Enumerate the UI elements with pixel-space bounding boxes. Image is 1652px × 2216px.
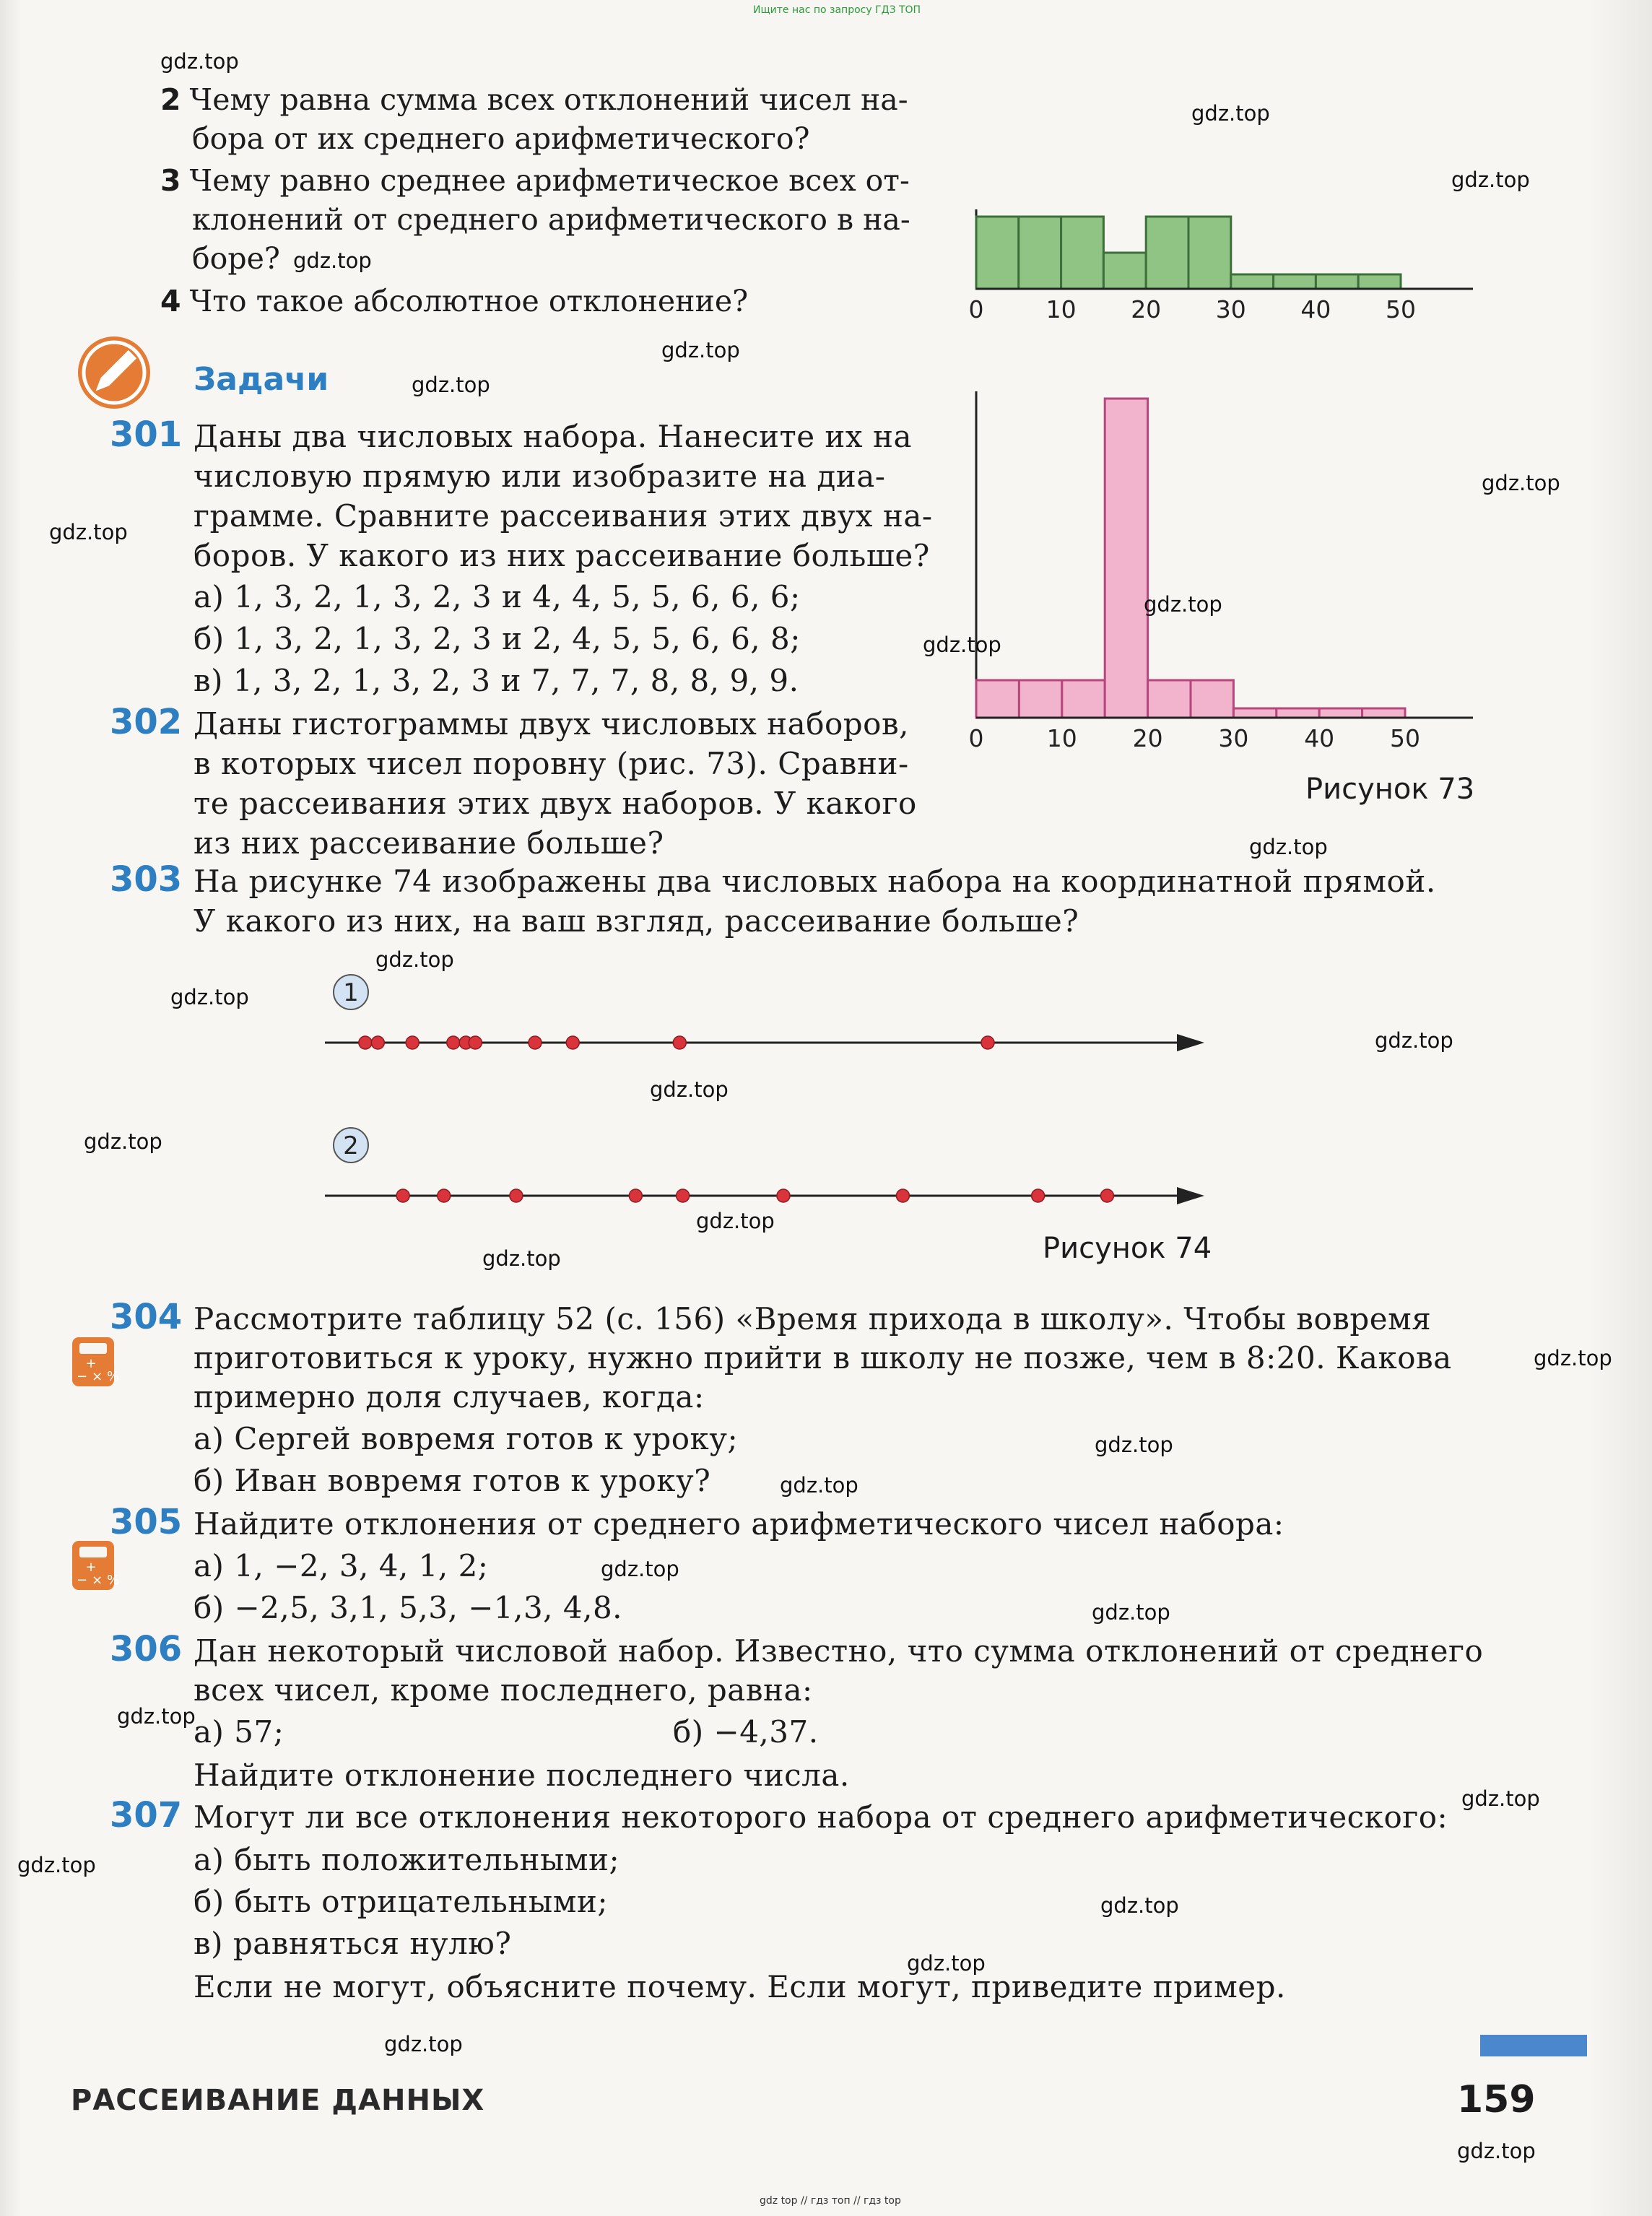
- set-label: 1: [343, 978, 359, 1007]
- task-304-line-1: Рассмотрите таблицу 52 (с. 156) «Время прихода в школу». Чтобы вовремя: [194, 1301, 1432, 1337]
- task-306-tail: Найдите отклонение последнего числа.: [194, 1757, 850, 1793]
- watermark: gdz.top: [601, 1557, 679, 1581]
- watermark: gdz.top: [1100, 1893, 1179, 1918]
- histogram-bar: [1233, 708, 1276, 718]
- data-point: [777, 1189, 790, 1202]
- histogram-bar: [1231, 274, 1274, 289]
- task-303-line-1: На рисунке 74 изображены два числовых набора на координатной прямой.: [194, 864, 1436, 899]
- task-302-line-4: из них рассеивание больше?: [194, 825, 664, 861]
- task-306-line-2: всех чисел, кроме последнего, равна:: [194, 1672, 813, 1708]
- task-304-item-a: а) Сергей вовремя готов к уроку;: [194, 1421, 739, 1456]
- watermark: gdz.top: [1461, 1786, 1540, 1811]
- task-303-line-2: У какого из них, на ваш взгляд, рассеивание больше?: [194, 903, 1079, 939]
- data-point: [981, 1036, 994, 1049]
- watermark: gdz.top: [117, 1704, 196, 1729]
- task-301-item-b: б) 1, 3, 2, 1, 3, 2, 3 и 2, 4, 5, 5, 6, 6, 8;: [194, 621, 801, 656]
- histogram-bar: [1019, 217, 1061, 289]
- task-307-item-a: а) быть положительными;: [194, 1842, 620, 1877]
- task-301-item-c: в) 1, 3, 2, 1, 3, 2, 3 и 7, 7, 7, 8, 8, 9, 9.: [194, 663, 799, 698]
- histogram-bar: [1062, 680, 1105, 718]
- data-point: [469, 1036, 482, 1049]
- footer-section-title: РАССЕИВАНИЕ ДАННЫХ: [71, 2084, 485, 2117]
- task-302-number: 302: [110, 702, 183, 742]
- watermark: gdz.top: [1457, 2139, 1536, 2163]
- watermark: gdz.top: [696, 1209, 775, 1233]
- figure-74-caption: Рисунок 74: [1043, 1232, 1212, 1265]
- question-number: 4: [160, 284, 181, 318]
- task-301-line-2: числовую прямую или изобразите на диа-: [194, 459, 886, 494]
- histogram-bar: [1274, 274, 1316, 289]
- watermark: gdz.top: [780, 1473, 858, 1498]
- question-2-line-2: бора от их среднего арифметического?: [192, 121, 810, 156]
- watermark: gdz.top: [1191, 101, 1270, 126]
- bottom-banner: gdz top // гдз топ // гдз top: [760, 2195, 901, 2207]
- histogram-bar: [1319, 708, 1362, 718]
- data-point: [529, 1036, 542, 1049]
- x-tick-label: 10: [1045, 295, 1077, 323]
- calculator-icon: +−×%: [72, 1337, 114, 1386]
- x-tick-label: 30: [1215, 295, 1246, 323]
- question-3: 3 Чему равно среднее арифметическое всех от-: [160, 163, 910, 198]
- arrow-head: [1177, 1034, 1204, 1051]
- data-point: [629, 1189, 642, 1202]
- watermark: gdz.top: [1375, 1028, 1453, 1053]
- data-point: [673, 1036, 686, 1049]
- task-301-line-3: грамме. Сравните рассеивания этих двух на-: [194, 498, 933, 534]
- histogram-bar: [1103, 253, 1146, 289]
- watermark: gdz.top: [17, 1853, 96, 1877]
- watermark: gdz.top: [482, 1246, 561, 1271]
- task-305-line-1: Найдите отклонения от среднего арифметического чисел набора:: [194, 1506, 1284, 1542]
- task-302-line-1: Даны гистограммы двух числовых наборов,: [194, 706, 909, 742]
- footer-accent-bar: [1480, 2035, 1587, 2056]
- watermark: gdz.top: [49, 520, 128, 544]
- watermark: gdz.top: [661, 338, 740, 362]
- histogram-bar: [1061, 217, 1104, 289]
- watermark: gdz.top: [1451, 168, 1530, 192]
- task-305-item-a: а) 1, −2, 3, 4, 1, 2;: [194, 1548, 489, 1583]
- histogram-bar: [1362, 708, 1405, 718]
- watermark: gdz.top: [650, 1077, 729, 1102]
- question-2: 2 Чему равна сумма всех отклонений чисел на-: [160, 82, 908, 117]
- watermark: gdz.top: [384, 2032, 463, 2056]
- x-tick-label: 10: [1046, 724, 1077, 752]
- task-301-line-4: боров. У какого из них рассеивание больше?: [194, 538, 930, 573]
- histogram-bar: [976, 217, 1019, 289]
- x-tick-label: 20: [1131, 295, 1162, 323]
- data-point: [396, 1189, 409, 1202]
- data-point: [371, 1036, 384, 1049]
- task-306-item-b: б) −4,37.: [673, 1714, 819, 1750]
- watermark: gdz.top: [293, 248, 372, 273]
- task-302-line-3: те рассеивания этих двух наборов. У какого: [194, 786, 917, 821]
- number-line-1: [318, 968, 1227, 1054]
- data-point: [1032, 1189, 1045, 1202]
- task-307-item-b: б) быть отрицательными;: [194, 1884, 609, 1919]
- question-number: 2: [160, 82, 181, 117]
- task-306-line-1: Дан некоторый числовой набор. Известно, что сумма отклонений от среднего: [194, 1633, 1484, 1669]
- task-301-number: 301: [110, 414, 183, 455]
- watermark: gdz.top: [1482, 471, 1560, 495]
- histogram-bar: [1277, 708, 1319, 718]
- histogram-bar: [1188, 217, 1231, 289]
- task-307-line-1: Могут ли все отклонения некоторого набора от среднего арифметического:: [194, 1799, 1448, 1835]
- top-banner: Ищите нас по запросу ГДЗ ТОП: [753, 4, 921, 16]
- question-number: 3: [160, 163, 181, 198]
- x-tick-label: 40: [1300, 295, 1331, 323]
- task-302-line-2: в которых чисел поровну (рис. 73). Сравни-: [194, 746, 909, 781]
- arrow-head: [1177, 1187, 1204, 1204]
- task-306-item-a: а) 57;: [194, 1714, 284, 1750]
- task-301-item-a: а) 1, 3, 2, 1, 3, 2, 3 и 4, 4, 5, 5, 6, 6, 6;: [194, 579, 801, 614]
- task-307-number: 307: [110, 1795, 183, 1835]
- task-304-number: 304: [110, 1297, 183, 1337]
- x-tick-label: 20: [1132, 724, 1163, 752]
- question-3-line-3: боре?: [192, 241, 280, 276]
- watermark: gdz.top: [1534, 1346, 1612, 1370]
- task-305-number: 305: [110, 1502, 183, 1542]
- watermark: gdz.top: [907, 1951, 986, 1976]
- watermark: gdz.top: [375, 947, 454, 972]
- x-tick-label: 50: [1390, 724, 1420, 752]
- data-point: [510, 1189, 523, 1202]
- data-point: [438, 1189, 451, 1202]
- watermark: gdz.top: [160, 49, 239, 74]
- tasks-heading: Задачи: [194, 361, 329, 398]
- task-306-number: 306: [110, 1629, 183, 1669]
- pencil-icon: [75, 334, 153, 412]
- task-305-item-b: б) −2,5, 3,1, 5,3, −1,3, 4,8.: [194, 1590, 623, 1625]
- data-point: [677, 1189, 690, 1202]
- data-point: [359, 1036, 372, 1049]
- question-4: 4 Что такое абсолютное отклонение?: [160, 284, 749, 318]
- page-number: 159: [1457, 2078, 1536, 2121]
- histogram-bar: [1105, 399, 1147, 718]
- set-label: 2: [343, 1131, 359, 1160]
- task-304-item-b: б) Иван вовремя готов к уроку?: [194, 1463, 711, 1498]
- watermark: gdz.top: [170, 985, 249, 1009]
- x-tick-label: 50: [1386, 295, 1416, 323]
- task-303-number: 303: [110, 859, 183, 900]
- watermark: gdz.top: [1095, 1433, 1173, 1457]
- watermark: gdz.top: [412, 373, 490, 397]
- x-tick-label: 0: [968, 724, 984, 752]
- histogram-bar: [1148, 680, 1191, 718]
- data-point: [447, 1036, 460, 1049]
- number-line-2: [318, 1121, 1227, 1207]
- watermark: gdz.top: [84, 1129, 162, 1154]
- histogram-bottom: [968, 361, 1473, 765]
- data-point: [406, 1036, 419, 1049]
- task-307-item-c: в) равняться нулю?: [194, 1926, 512, 1961]
- x-tick-label: 40: [1304, 724, 1335, 752]
- calculator-icon: +−×%: [72, 1541, 114, 1590]
- data-point: [1100, 1189, 1113, 1202]
- histogram-bar: [1358, 274, 1401, 289]
- question-3-line-2: клонений от среднего арифметического в на-: [192, 202, 910, 237]
- watermark: gdz.top: [1249, 835, 1328, 859]
- task-304-line-2: приготовиться к уроку, нужно прийти в школу не позже, чем в 8:20. Какова: [194, 1340, 1452, 1376]
- x-tick-label: 0: [968, 295, 984, 323]
- watermark: gdz.top: [923, 633, 1001, 657]
- figure-73-caption: Рисунок 73: [1305, 773, 1475, 806]
- task-301-line-1: Даны два числовых набора. Нанесите их на: [194, 419, 912, 454]
- histogram-bar: [976, 680, 1019, 718]
- task-304-line-3: примерно доля случаев, когда:: [194, 1379, 705, 1415]
- histogram-bar: [1019, 680, 1061, 718]
- data-point: [566, 1036, 579, 1049]
- watermark: gdz.top: [1092, 1600, 1170, 1625]
- task-307-tail: Если не могут, объясните почему. Если могут, приведите пример.: [194, 1969, 1286, 2004]
- data-point: [896, 1189, 909, 1202]
- histogram-bar: [1146, 217, 1188, 289]
- x-tick-label: 30: [1218, 724, 1249, 752]
- watermark: gdz.top: [1144, 592, 1222, 617]
- histogram-bar: [1191, 680, 1233, 718]
- histogram-bar: [1316, 274, 1358, 289]
